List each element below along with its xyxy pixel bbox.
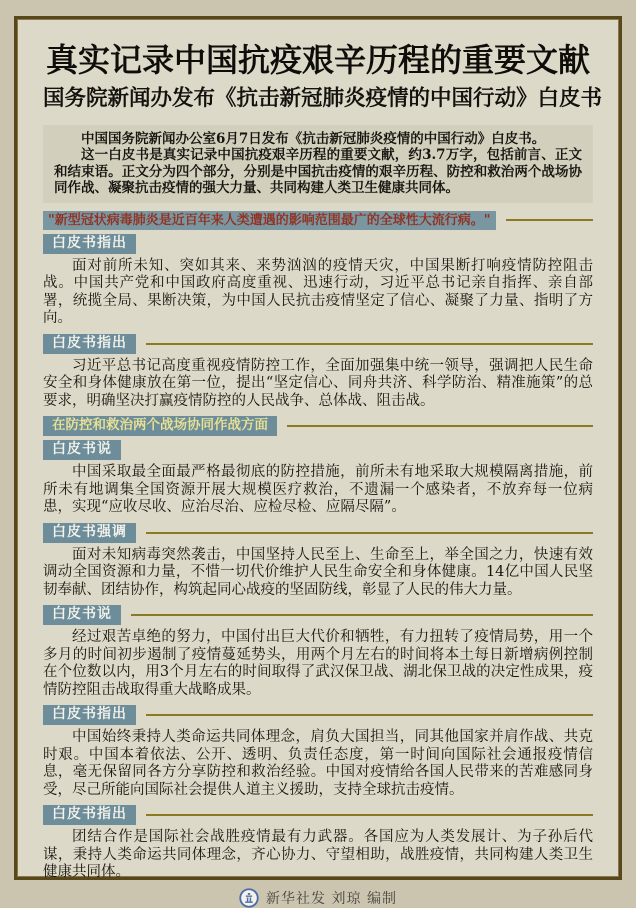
- section: [43, 440, 593, 517]
- section-badge: 白皮书指出: [43, 805, 136, 825]
- section-paragraph: 习近平总书记高度重视疫情防控工作，全面加强集中统一领导，强调把人民生命安全和身体健康放在第一位，提出“坚定信心、同舟共济、科学防治、精准施策”的总要求，明确坚决打赢疫情防控的人民战争、总体战、阻击战。: [43, 357, 593, 409]
- section: [43, 334, 593, 411]
- section: [43, 523, 593, 600]
- page-subtitle: 国务院新闻办发布《抗击新冠肺炎疫情的中国行动》白皮书: [43, 86, 603, 112]
- sub-banner: 在防控和救治两个战场协同作战方面: [43, 416, 277, 436]
- badge-row: [43, 705, 593, 725]
- footer-credit: 新华社发 刘琼 编制: [266, 890, 397, 907]
- page-title: 真实记录中国抗疫艰辛历程的重要文献: [45, 41, 590, 79]
- section: [43, 234, 593, 328]
- section-paragraph: 经过艰苦卓绝的努力，中国付出巨大代价和牺牲，有力扭转了疫情局势，用一个多月的时间初步遏制了疫情蔓延势头，用两个月左右的时间将本土每日新增病例控制在个位数以内，用3个月左右的时间取得了武汉保卫战、湖北保卫战的决定性成果，疫情防控阻击战取得重大战略成果。: [43, 629, 593, 698]
- quote-banner-row: [43, 211, 593, 230]
- gold-rule: [131, 614, 593, 616]
- section-badge: 白皮书指出: [43, 234, 136, 254]
- section-paragraph: 面对前所未知、突如其来、来势汹汹的疫情天灾，中国果断打响疫情防控阻击战。中国共产党和中国政府高度重视、迅速行动，习近平总书记亲自指挥、亲自部署，统揽全局、果断决策，为中国人民抗击疫情坚定了信心、凝聚了力量、指明了方向。: [43, 257, 593, 327]
- sub-banner-row: [43, 416, 593, 436]
- section-badge: 白皮书强调: [43, 523, 136, 543]
- section: [43, 705, 593, 799]
- footer: [43, 888, 593, 908]
- gold-rule: [146, 714, 593, 716]
- badge-row: [43, 805, 593, 825]
- section-badge: 白皮书说: [43, 605, 121, 625]
- badge-row: [43, 605, 593, 625]
- gold-rule: [506, 219, 593, 221]
- section-paragraph: 面对未知病毒突然袭击，中国坚持人民至上、生命至上，举全国之力，快速有效调动全国资源和力量，不惜一切代价维护人民生命安全和身体健康。14亿中国人民坚韧奉献、团结协作，构筑起同心战疫的坚固防线，彰显了人民的伟大力量。: [43, 546, 593, 598]
- gold-rule: [146, 532, 593, 534]
- intro-box: [43, 125, 593, 203]
- section-paragraph: 中国始终秉持人类命运共同体理念，肩负大国担当，同其他国家并肩作战、共克时艰。中国本着依法、公开、透明、负责任态度，第一时间向国际社会通报疫情信息，毫无保留同各方分享防控和救治经验。中国对疫情给各国人民带来的苦难感同身受，尽己所能向国际社会提供人道主义援助，支持全球抗击疫情。: [43, 729, 593, 798]
- gold-rule: [146, 814, 593, 816]
- gold-rule: [146, 343, 593, 345]
- section-paragraph: 中国采取最全面最严格最彻底的防控措施，前所未有地采取大规模隔离措施，前所未有地调集全国资源开展大规模医疗救治，不遗漏一个感染者，不放弃每一位病患，实现“应收尽收、应治尽治、应检尽检、应隔尽隔”。: [43, 464, 593, 516]
- badge-row: [43, 334, 593, 354]
- intro-paragraph-1: 中国国务院新闻办公室6月7日发布《抗击新冠肺炎疫情的中国行动》白皮书。: [81, 130, 546, 147]
- badge-row: [43, 523, 593, 543]
- section: [43, 605, 593, 699]
- gold-rule: [287, 425, 593, 427]
- poster-panel: [14, 16, 622, 907]
- section-badge: 白皮书说: [43, 440, 121, 460]
- badge-row: [43, 440, 593, 460]
- section: [43, 805, 593, 882]
- intro-paragraph-2: 这一白皮书是真实记录中国抗疫艰辛历程的重要文献，约3.7万字，包括前言、正文和结束语。正文分为四个部分，分别是中国抗击疫情的艰辛历程、防控和救治两个战场协同作战、凝聚抗击疫情的强大力量、共同构建人类卫生健康共同体。: [54, 147, 582, 197]
- section-badge: 白皮书指出: [43, 705, 136, 725]
- quote-banner: "新型冠状病毒肺炎是近百年来人类遭遇的影响范围最广的全球性大流行病。": [43, 211, 496, 230]
- section-paragraph: 团结合作是国际社会战胜疫情最有力武器。各国应为人类发展计、为子孙后代谋，秉持人类命运共同体理念，齐心协力、守望相助，战胜疫情，共同构建人类卫生健康共同体。: [43, 829, 593, 881]
- section-badge: 白皮书指出: [43, 334, 136, 354]
- badge-row: [43, 234, 593, 254]
- xinhua-logo-icon: [239, 888, 259, 908]
